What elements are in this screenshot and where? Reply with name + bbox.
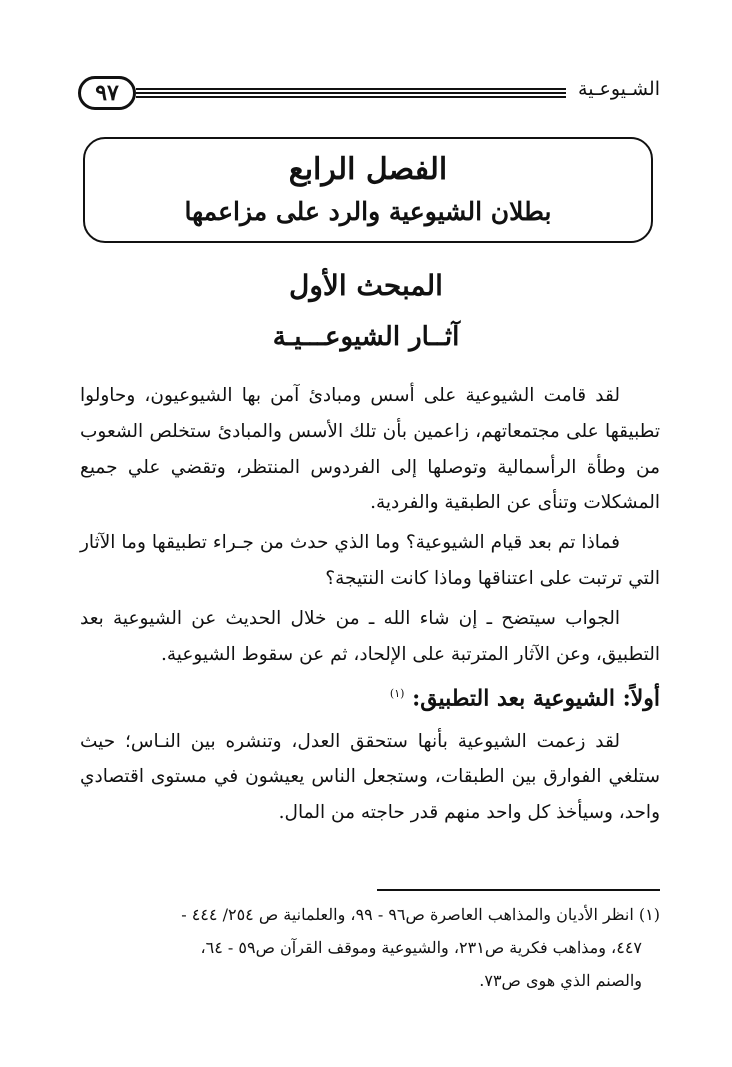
chapter-label: الفصل الرابع: [288, 152, 448, 187]
running-title: الشـيوعـية: [578, 78, 660, 100]
page-number-badge: [78, 76, 136, 110]
header-rule: [136, 88, 566, 98]
footnote-ref: (١): [389, 687, 405, 701]
footnote-rule: [377, 889, 660, 891]
footnote-line-1: (١) انظر الأديان والمذاهب العاصرة ص٩٦ - ٩٩، والعلمانية ص ٢٥٤/ ٤٤٤ -: [181, 905, 660, 924]
subheading-text: أولاً: الشيوعية بعد التطبيق:: [412, 685, 660, 712]
page-number: ٩٧: [95, 80, 119, 106]
paragraph-3: الجواب سيتضح ـ إن شاء الله ـ من خلال الحديث عن الشيوعية بعد التطبيق، وعن الآثار المترتبة على الإلحاد، ثم عن سقوط الشيوعية.: [80, 607, 660, 665]
paragraph-1: لقد قامت الشيوعية على أسس ومبادئ آمن بها الشيوعيون، وحاولوا تطبيقها على مجتمعاتهم، زاعمين بأن تلك الأسس والمبادئ ستخلص الشعوب من وطأة الرأسمالية وتوصلها إلى الفردوس المنتظر، وتقضي علي جميع المشكلات وتنأى عن الطبقية والفردية.: [80, 385, 660, 514]
subheading: [80, 676, 660, 717]
footnotes: [80, 898, 660, 997]
paragraph-4: لقد زعمت الشيوعية بأنها ستحقق العدل، وتنشره بين النـاس؛ حيث ستلغي الفوارق بين الطبقات، وستجعل الناس يعيشون في مستوى اقتصادي واحد، وسيأخذ كل واحد منهم قدر حاجته من المال.: [80, 730, 660, 824]
footnote-line-3: والصنم الذي هوى ص٧٣.: [479, 971, 642, 990]
section-subtitle: آثــار الشيوعـــيـة: [272, 322, 460, 352]
footnote-line-2: ٤٤٧، ومذاهب فكرية ص٢٣١، والشيوعية وموقف القرآن ص٥٩ - ٦٤،: [200, 938, 642, 957]
section-title: المبحث الأول: [289, 269, 443, 302]
chapter-box: [83, 137, 653, 243]
chapter-title: بطلان الشيوعية والرد على مزاعمها: [184, 197, 552, 226]
running-header: [78, 74, 660, 114]
paragraph-2: فماذا تم بعد قيام الشيوعية؟ وما الذي حدث من جـراء تطبيقها وما الآثار التي ترتبت على اعتناقها وماذا كانت النتيجة؟: [80, 532, 660, 589]
body-text: [80, 378, 660, 835]
